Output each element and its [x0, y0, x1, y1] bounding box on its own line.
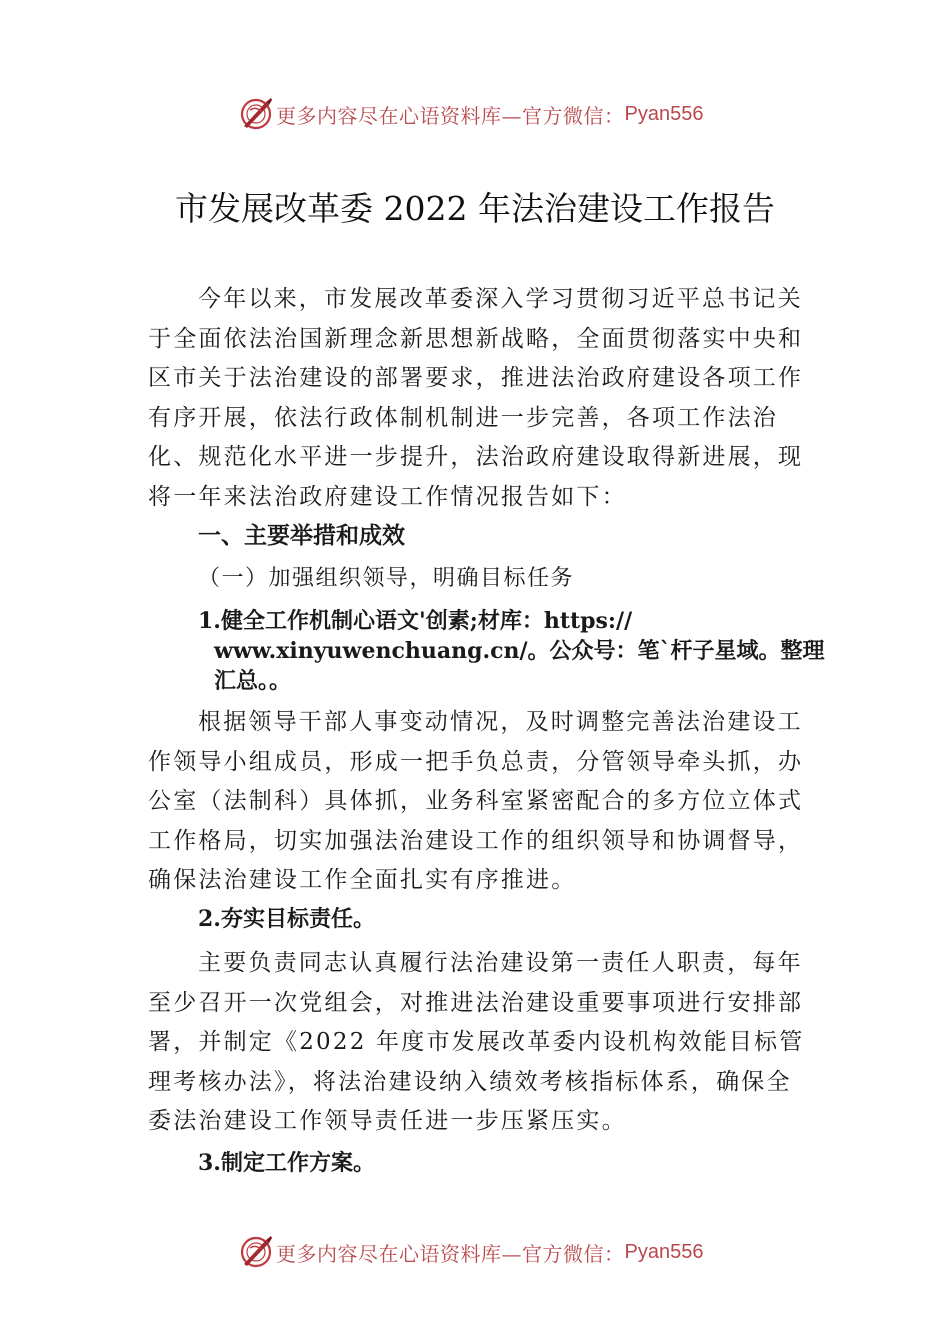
subsection-heading-1: （一）加强组织领导，明确目标任务: [198, 566, 575, 591]
pen-seal-icon: [238, 1234, 274, 1270]
item-heading-3: 3.制定工作方案。: [198, 1150, 375, 1176]
item-heading-1-line1: 1.健全工作机制心语文'创素;材库：https://: [198, 608, 633, 634]
section-heading-1: 一、主要举措和成效: [198, 522, 405, 549]
watermark-banner-top: [238, 96, 703, 132]
watermark-id: Pyan556: [624, 1240, 704, 1263]
pen-seal-icon: [238, 96, 274, 132]
watermark-banner-bottom: [238, 1234, 703, 1270]
intro-paragraph: 今年以来，市发展改革委深入学习贯彻习近平总书记关于全面依法治国新理念新思想新战略，全面贯彻落实中央和区市关于法治建设的部署要求，推进法治政府建设各项工作有序开展，依法行政体制机制进一步完善，各项工作法治化、规范化水平进一步提升，法治政府建设取得新进展，现将一年来法治政府建设工作情况报告如下：: [148, 286, 804, 510]
watermark-text: 更多内容尽在心语资料库—官方微信：: [276, 103, 625, 128]
watermark-text: 更多内容尽在心语资料库—官方微信：: [276, 1241, 625, 1266]
item-heading-1-line3: 汇总。。: [214, 668, 292, 694]
item-body-2: 主要负责同志认真履行法治建设第一责任人职责，每年至少召开一次党组会，对推进法治建设重要事项进行安排部署，并制定《2022 年度市发展改革委内设机构效能目标管理考核办法》，将法治建设纳入绩效考核指标体系，确保全委法治建设工作领导责任进一步压紧压实。: [148, 950, 805, 1135]
document-title: 市发展改革委 2022 年法治建设工作报告: [175, 189, 775, 228]
item-heading-2: 2.夯实目标责任。: [198, 906, 375, 932]
item-heading-1: [198, 606, 848, 696]
item-body-1: 根据领导干部人事变动情况，及时调整完善法治建设工作领导小组成员，形成一把手负总责，分管领导牵头抓，办公室（法制科）具体抓，业务科室紧密配合的多方位立体式工作格局，切实加强法治建设工作的组织领导和协调督导， 确保法治建设工作全面扎实有序推进。: [148, 709, 804, 894]
watermark-id: Pyan556: [624, 102, 704, 125]
item-heading-1-line2: www.xinyuwenchuang.cn/。公众号：笔`杆子星域。整理: [214, 638, 825, 664]
